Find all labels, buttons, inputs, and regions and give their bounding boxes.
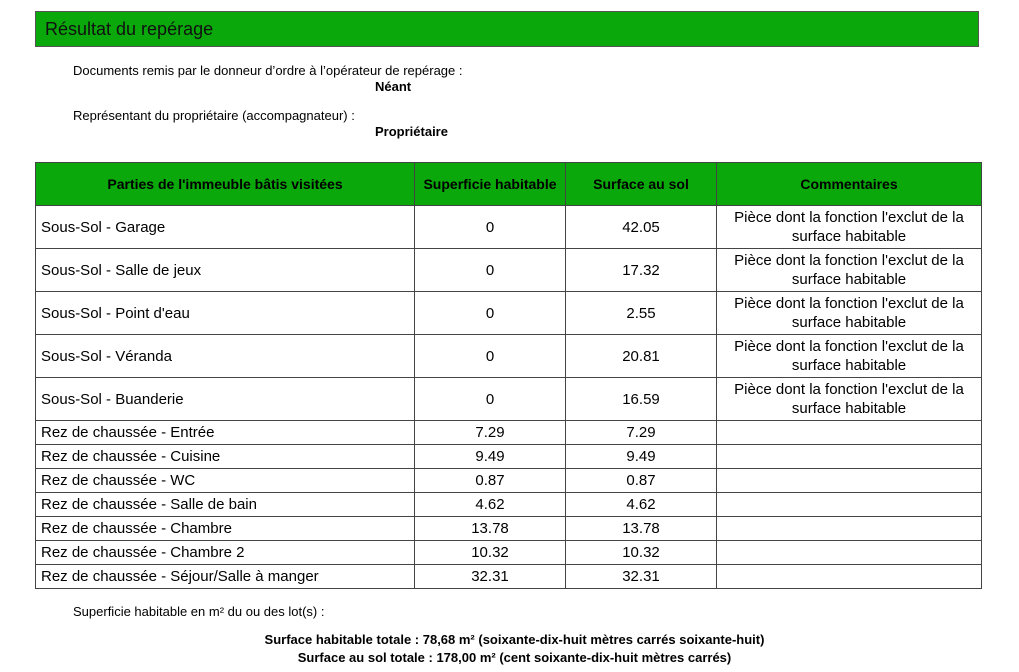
cell-room: Sous-Sol - Salle de jeux — [36, 249, 415, 292]
representant-label: Représentant du propriétaire (accompagnateur) : — [73, 108, 355, 123]
cell-commentaire — [717, 469, 982, 493]
representant-value: Propriétaire — [375, 124, 448, 139]
header-commentaires: Commentaires — [717, 163, 982, 206]
table-row — [36, 541, 982, 565]
cell-superficie-habitable: 0.87 — [415, 469, 566, 493]
cell-commentaire: Pièce dont la fonction l'exclut de la surface habitable — [717, 335, 982, 378]
cell-commentaire — [717, 445, 982, 469]
cell-surface-au-sol: 4.62 — [566, 493, 717, 517]
table-row — [36, 378, 982, 421]
cell-commentaire: Pièce dont la fonction l'exclut de la surface habitable — [717, 249, 982, 292]
cell-surface-au-sol: 9.49 — [566, 445, 717, 469]
total-habitable: Surface habitable totale : 78,68 m² (soixante-dix-huit mètres carrés soixante-huit) — [264, 632, 765, 647]
cell-surface-au-sol: 2.55 — [566, 292, 717, 335]
cell-room: Sous-Sol - Véranda — [36, 335, 415, 378]
cell-surface-au-sol: 16.59 — [566, 378, 717, 421]
cell-superficie-habitable: 9.49 — [415, 445, 566, 469]
cell-surface-au-sol: 7.29 — [566, 421, 717, 445]
table-row — [36, 292, 982, 335]
cell-surface-au-sol: 10.32 — [566, 541, 717, 565]
cell-superficie-habitable: 0 — [415, 249, 566, 292]
table-row — [36, 445, 982, 469]
cell-room: Sous-Sol - Point d'eau — [36, 292, 415, 335]
cell-surface-au-sol: 20.81 — [566, 335, 717, 378]
table-row — [36, 565, 982, 589]
header-parties: Parties de l'immeuble bâtis visitées — [36, 163, 415, 206]
cell-room: Rez de chaussée - Cuisine — [36, 445, 415, 469]
table-row — [36, 517, 982, 541]
table-header-row — [36, 163, 982, 206]
cell-surface-au-sol: 17.32 — [566, 249, 717, 292]
section-title: Résultat du repérage — [35, 11, 979, 47]
documents-value: Néant — [375, 79, 412, 94]
cell-commentaire — [717, 565, 982, 589]
cell-superficie-habitable: 0 — [415, 206, 566, 249]
cell-room: Rez de chaussée - Chambre — [36, 517, 415, 541]
cell-room: Sous-Sol - Garage — [36, 206, 415, 249]
rooms-table — [35, 162, 982, 589]
cell-commentaire — [717, 517, 982, 541]
table-row — [36, 493, 982, 517]
cell-surface-au-sol: 0.87 — [566, 469, 717, 493]
table-row — [36, 249, 982, 292]
cell-surface-au-sol: 32.31 — [566, 565, 717, 589]
cell-commentaire: Pièce dont la fonction l'exclut de la surface habitable — [717, 292, 982, 335]
header-superficie-habitable: Superficie habitable — [415, 163, 566, 206]
total-sol: Surface au sol totale : 178,00 m² (cent soixante-dix-huit mètres carrés) — [297, 650, 732, 665]
cell-room: Rez de chaussée - WC — [36, 469, 415, 493]
cell-superficie-habitable: 13.78 — [415, 517, 566, 541]
table-row — [36, 469, 982, 493]
table-row — [36, 335, 982, 378]
cell-commentaire — [717, 541, 982, 565]
cell-superficie-habitable: 0 — [415, 378, 566, 421]
cell-superficie-habitable: 0 — [415, 292, 566, 335]
cell-superficie-habitable: 7.29 — [415, 421, 566, 445]
cell-superficie-habitable: 0 — [415, 335, 566, 378]
cell-room: Rez de chaussée - Entrée — [36, 421, 415, 445]
cell-room: Rez de chaussée - Chambre 2 — [36, 541, 415, 565]
cell-room: Sous-Sol - Buanderie — [36, 378, 415, 421]
cell-commentaire — [717, 493, 982, 517]
cell-superficie-habitable: 32.31 — [415, 565, 566, 589]
table-row — [36, 206, 982, 249]
table-row — [36, 421, 982, 445]
cell-commentaire — [717, 421, 982, 445]
cell-superficie-habitable: 4.62 — [415, 493, 566, 517]
cell-superficie-habitable: 10.32 — [415, 541, 566, 565]
summary-label: Superficie habitable en m² du ou des lot(s) : — [73, 604, 325, 619]
header-surface-au-sol: Surface au sol — [566, 163, 717, 206]
cell-room: Rez de chaussée - Séjour/Salle à manger — [36, 565, 415, 589]
cell-room: Rez de chaussée - Salle de bain — [36, 493, 415, 517]
documents-label: Documents remis par le donneur d’ordre à l’opérateur de repérage : — [73, 63, 463, 78]
cell-surface-au-sol: 42.05 — [566, 206, 717, 249]
cell-surface-au-sol: 13.78 — [566, 517, 717, 541]
cell-commentaire: Pièce dont la fonction l'exclut de la surface habitable — [717, 378, 982, 421]
cell-commentaire: Pièce dont la fonction l'exclut de la surface habitable — [717, 206, 982, 249]
